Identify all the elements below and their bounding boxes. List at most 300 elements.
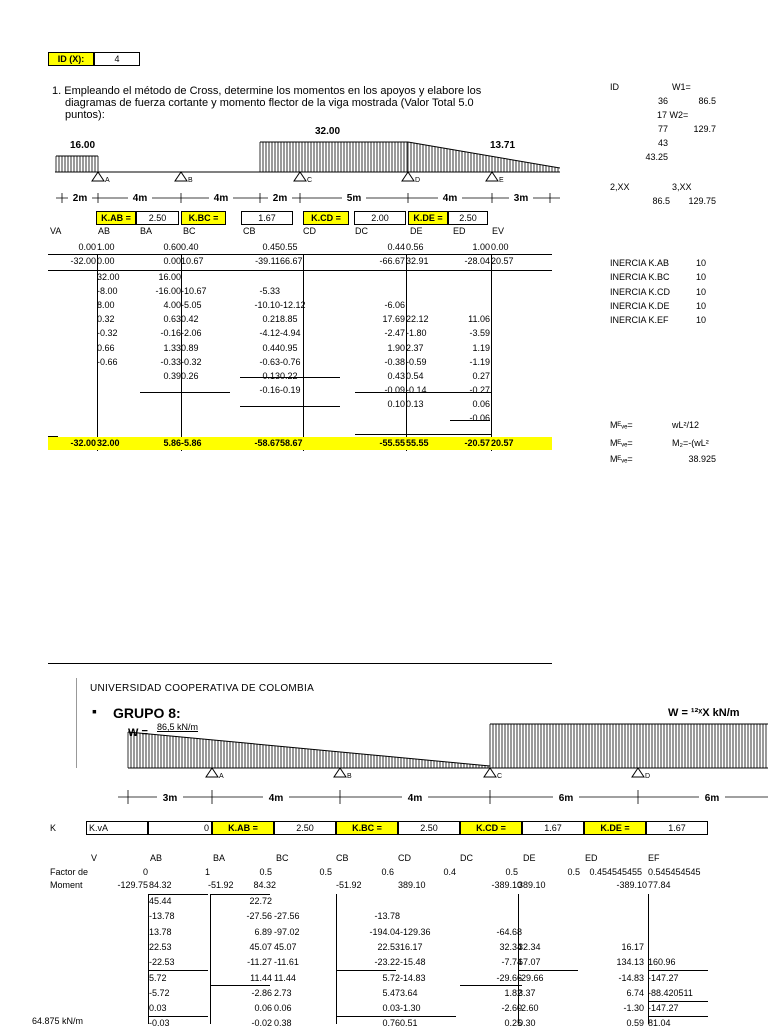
span-dim-2: 4m [213, 193, 229, 204]
bottom-iteration-cell: 11.44 [274, 972, 296, 983]
iteration-cell: 1.90 [387, 342, 405, 353]
bottom-col-header-ef: EF [648, 853, 660, 863]
iteration-cell: 0.43 [387, 370, 405, 381]
iteration-cell: 0.39 [163, 370, 181, 381]
bottom-iteration-cell: 45.07 [274, 941, 297, 952]
moment-cell: -28.04 [464, 256, 490, 266]
iteration-cell: 2.37 [406, 342, 424, 353]
iteration-cell: -0.66 [97, 356, 118, 367]
iteration-cell: 0.13 [262, 370, 280, 381]
bottom-iteration-cell: -13.78 [149, 911, 175, 922]
bottom-table-rule [148, 894, 208, 895]
iteration-cell: -0.32 [181, 356, 202, 367]
table-rule [355, 434, 492, 435]
moment-cell: 32.91 [406, 256, 429, 266]
bottom-moment-cell: 389.10 [518, 880, 546, 890]
bottom-iteration-cell: 67.07 [518, 957, 541, 968]
span-dim-5: 4m [442, 193, 458, 204]
k-de-value[interactable]: 2.50 [448, 211, 488, 225]
col-header-dc: DC [355, 226, 368, 236]
bottom-iteration-cell: 0.06 [254, 1003, 272, 1014]
bottom-table-divider [210, 894, 211, 1024]
bottom-iteration-cell: -1.30 [623, 1003, 644, 1014]
bottom-moment-cell: 389.10 [398, 880, 426, 890]
factor-cell: 1.00 [472, 242, 490, 252]
bottom-iteration-cell: -64.68 [496, 926, 522, 937]
inercia-label: INERCIA K.DE [610, 300, 670, 311]
bottom-col-header-ed: ED [585, 853, 598, 863]
bottom-col-header-ba: BA [213, 853, 226, 863]
side-xx3: 3,XX [672, 182, 692, 192]
support-bottom-b [334, 768, 352, 780]
bottom-iteration-cell: 1.82 [504, 987, 522, 998]
university-title: UNIVERSIDAD COOPERATIVA DE COLOMBIA [90, 683, 315, 694]
load-block-right [408, 142, 560, 172]
bottom-moment-cell: -389.10 [491, 880, 522, 890]
bottom-table-divider [148, 894, 149, 1024]
bottom-iteration-cell: -2.86 [251, 987, 272, 998]
bottom-iteration-cell: -23.22 [374, 957, 400, 968]
bottom-iteration-cell: -147.27 [648, 972, 679, 983]
factor-label: Factor de [50, 867, 89, 877]
col-header-cb: CB [243, 226, 256, 236]
moment-cell: -66.67 [379, 256, 405, 266]
side-m2-value: M₂=-(wL² [672, 438, 709, 448]
k-cd-label: K.CD = [303, 211, 349, 225]
bottom-iteration-cell: 0.51 [400, 1018, 418, 1029]
k-ab-value-bottom[interactable]: 2.50 [274, 821, 336, 835]
final-cell: 58.67 [280, 438, 303, 448]
iteration-cell: -12.12 [280, 300, 306, 311]
col-header-ab: AB [98, 226, 111, 236]
bottom-col-header-ab: AB [150, 853, 163, 863]
inercia-label: INERCIA K.EF [610, 315, 669, 326]
span-dim-4: 5m [346, 193, 362, 204]
iteration-cell: -0.38 [384, 356, 405, 367]
k-label-bottom: K [50, 823, 57, 833]
bottom-table-rule [336, 970, 396, 971]
table-rule [140, 392, 230, 393]
bottom-factor-cell: 0.545454545 [648, 867, 701, 877]
bottom-iteration-cell: -22.53 [149, 957, 175, 968]
side-w1-label: W1= [672, 82, 691, 92]
side-r1b: 86.5 [698, 96, 716, 106]
moment-cell: 20.57 [491, 256, 514, 266]
support-b [175, 172, 193, 184]
k-ab-value[interactable]: 2.50 [136, 211, 179, 225]
side-r3b: 129.7 [693, 124, 716, 134]
side-r5: 43.25 [645, 152, 668, 162]
span-dim-0: 2m [72, 193, 88, 204]
side-m3-label: Mᴱᵥₑ= [610, 454, 633, 464]
bottom-table-rule [648, 1016, 708, 1017]
bottom-iteration-cell: 0.25 [504, 1018, 522, 1029]
support-bottom-a [206, 768, 224, 780]
iteration-cell: -8.00 [97, 286, 118, 297]
support-a [92, 172, 110, 184]
moment-cell: -32.00 [70, 256, 96, 266]
bottom-table-rule [210, 894, 270, 895]
inercia-value: 10 [695, 300, 706, 311]
iteration-cell: -0.27 [469, 384, 490, 395]
bottom-moment-cell: -51.92 [208, 880, 234, 890]
span-dim-bottom-3: 6m [558, 793, 574, 804]
iteration-cell: 0.10 [387, 398, 405, 409]
bottom-iteration-cell: 160.96 [648, 957, 676, 968]
iteration-cell: 0.13 [406, 398, 424, 409]
bottom-iteration-cell: -129.36 [400, 926, 431, 937]
bottom-table-rule [336, 1016, 456, 1017]
side-xx3v: 129.75 [688, 196, 716, 206]
cross-table-top [0, 226, 560, 456]
iteration-cell: -5.05 [181, 300, 202, 311]
iteration-cell: -0.19 [280, 384, 301, 395]
bottom-col-header-de: DE [523, 853, 536, 863]
table-divider [181, 255, 182, 451]
span-dim-bottom-2: 4m [407, 793, 423, 804]
group-bullet: ▪ [92, 703, 97, 719]
iteration-cell: 8.85 [280, 314, 298, 325]
table-rule [240, 406, 340, 407]
moment-cell: 66.67 [280, 256, 303, 266]
bottom-col-header-v: V [91, 853, 98, 863]
table-rule [450, 420, 490, 421]
left-note: 64.875 kN/m [32, 1016, 84, 1026]
side-m1-value: wL²/12 [672, 420, 700, 430]
bottom-moment-cell: 77.84 [648, 880, 671, 890]
bottom-iteration-cell: -15.48 [400, 957, 426, 968]
id-value-box[interactable]: 4 [94, 52, 140, 66]
col-header-cd: CD [303, 226, 316, 236]
iteration-cell: -10.67 [181, 286, 207, 297]
bottom-iteration-cell: 6.74 [626, 987, 644, 998]
bottom-iteration-cell: -13.78 [374, 911, 400, 922]
iteration-cell: -6.06 [384, 300, 405, 311]
iteration-cell: 32.00 [97, 272, 120, 282]
bottom-factor-cell: 0.4 [443, 867, 456, 877]
load-block-right-bottom [490, 724, 768, 768]
support-d [402, 172, 420, 184]
iteration-cell: 8.00 [97, 300, 115, 311]
k-cd-value-bottom[interactable]: 1.67 [522, 821, 584, 835]
table-rule [240, 377, 340, 378]
factor-cell: 0.00 [491, 242, 509, 252]
bottom-table-rule [648, 1001, 708, 1002]
support-bottom-a-label: A [219, 773, 224, 780]
k-bc-value-bottom[interactable]: 2.50 [398, 821, 460, 835]
bottom-iteration-cell: 16.17 [400, 941, 423, 952]
iteration-cell: -0.63 [259, 356, 280, 367]
support-bottom-d-label: D [645, 773, 651, 780]
iteration-cell: 11.06 [468, 314, 490, 325]
table-rule [48, 270, 552, 271]
k-cd-value[interactable]: 2.00 [354, 211, 406, 225]
support-a-label: A [105, 177, 110, 184]
w-left-value: 86,5 kN/m [157, 722, 199, 732]
iteration-cell: 0.63 [163, 314, 181, 325]
support-bottom-b-label: B [347, 773, 352, 780]
load-block-mid [260, 142, 408, 172]
bottom-factor-cell: 0.454545455 [589, 867, 642, 877]
iteration-cell: -0.09 [384, 384, 405, 395]
iteration-cell: -0.59 [406, 356, 427, 367]
bottom-iteration-cell: 3.37 [518, 987, 536, 998]
side-panel [608, 82, 768, 472]
bottom-iteration-cell: -7.74 [501, 957, 522, 968]
bottom-iteration-cell: 22.53 [377, 941, 400, 952]
bottom-table-rule [148, 970, 208, 971]
bottom-iteration-cell: 45.44 [149, 896, 172, 906]
bottom-iteration-cell: 3.64 [400, 987, 418, 998]
iteration-cell: 0.54 [406, 370, 424, 381]
iteration-cell: -4.12 [259, 328, 280, 339]
support-bottom-c [484, 768, 502, 780]
iteration-cell: -5.33 [259, 286, 280, 297]
bottom-iteration-cell: 2.73 [274, 987, 292, 998]
problem-line-1: 1. Empleando el método de Cross, determine los momentos en los apoyos y elabore los [52, 85, 482, 97]
side-m1-label: Mᴱᵥₑ= [610, 420, 633, 430]
id-label-box: ID (X): [48, 52, 94, 66]
iteration-cell: -0.32 [97, 328, 118, 339]
k-cd-label-bottom: K.CD = [460, 821, 522, 835]
support-bottom-d [632, 768, 650, 780]
bottom-iteration-cell: 0.03 [382, 1003, 400, 1014]
bottom-col-header-dc: DC [460, 853, 473, 863]
k-bc-label-bottom: K.BC = [336, 821, 398, 835]
iteration-cell: 0.95 [280, 342, 298, 353]
bottom-iteration-cell: -14.83 [618, 972, 644, 983]
iteration-cell: 0.06 [472, 398, 490, 409]
bottom-iteration-cell: 5.72 [382, 972, 400, 983]
iteration-cell: 22.12 [406, 314, 429, 325]
bottom-factor-cell: 0 [142, 867, 148, 877]
k-row-top [96, 211, 496, 225]
final-cell: -20.57 [464, 438, 490, 448]
table-divider [97, 255, 98, 451]
iteration-cell: 0.66 [97, 342, 115, 353]
bottom-iteration-cell: -0.02 [251, 1018, 272, 1029]
iteration-cell: 0.44 [262, 342, 280, 353]
side-r3a: 77 [657, 124, 668, 134]
bottom-iteration-cell: 0.59 [626, 1018, 644, 1029]
iteration-cell: -4.94 [280, 328, 301, 339]
table-rule [48, 663, 552, 664]
side-r4: 43 [657, 138, 668, 148]
side-xx2: 2,XX [610, 182, 630, 192]
bottom-table-rule [460, 985, 522, 986]
final-cell: 55.55 [406, 438, 429, 448]
side-m3-value: 38.925 [688, 454, 716, 464]
col-header-va: VA [50, 226, 62, 236]
problem-statement [52, 85, 481, 121]
iteration-cell: -0.16 [259, 384, 280, 395]
k-ab-label: K.AB = [96, 211, 136, 225]
bottom-table-divider [648, 894, 649, 1024]
bottom-iteration-cell: -27.56 [274, 911, 300, 922]
iteration-cell: -1.19 [469, 356, 490, 367]
bottom-iteration-cell: 5.47 [382, 987, 400, 998]
bottom-factor-cell: 0.5 [319, 867, 332, 877]
bottom-iteration-cell: -194.04 [369, 926, 400, 937]
bottom-iteration-cell: -147.27 [648, 1003, 679, 1014]
factor-cell: 0.45 [262, 242, 280, 252]
bottom-iteration-cell: -11.61 [274, 957, 299, 968]
span-dim-3: 2m [272, 193, 288, 204]
col-header-de: DE [410, 226, 423, 236]
moment-cell: 0.00 [163, 256, 181, 266]
bottom-factor-cell: 0.6 [381, 867, 394, 877]
factor-cell: 1.00 [97, 242, 115, 252]
iteration-cell: -0.14 [406, 384, 427, 395]
bottom-iteration-cell: 22.72 [249, 896, 272, 906]
iteration-cell: 1.33 [163, 342, 181, 353]
iteration-cell: -16.00 [155, 286, 181, 297]
bottom-iteration-cell: -0.03 [149, 1018, 170, 1029]
side-m2-label: Mᴱᵥₑ= [610, 438, 633, 448]
iteration-cell: 1.19 [472, 342, 490, 353]
bottom-table-rule [518, 970, 578, 971]
inercia-label: INERCIA K.BC [610, 272, 670, 283]
final-cell: -5.86 [181, 438, 202, 448]
col-header-ba: BA [140, 226, 153, 236]
factor-cell: 0.40 [181, 242, 199, 252]
table-rule [48, 254, 552, 255]
problem-line-2: diagramas de fuerza cortante y momento flector de la viga mostrada (Valor Total 5.0 [65, 97, 474, 109]
kva-label: K.vA [86, 821, 148, 835]
bottom-iteration-cell: 45.07 [249, 941, 272, 952]
group-title: GRUPO 8: [113, 705, 181, 721]
bottom-iteration-cell: -88.420511 [648, 987, 693, 998]
k-ab-label-bottom: K.AB = [212, 821, 274, 835]
iteration-cell: 0.32 [97, 314, 115, 325]
load-label-mid: 32.00 [315, 126, 341, 137]
bottom-iteration-cell: 81.04 [648, 1018, 671, 1029]
cross-table-bottom [0, 850, 768, 1029]
bottom-iteration-cell: -2.60 [518, 1003, 539, 1014]
k-bc-label: K.BC = [181, 211, 226, 225]
factor-cell: 0.56 [406, 242, 424, 252]
table-divider [303, 255, 304, 451]
iteration-cell: -1.80 [406, 328, 427, 339]
bottom-table-rule [210, 985, 270, 986]
iteration-cell: -3.59 [469, 328, 490, 339]
iteration-cell: -0.33 [160, 356, 181, 367]
iteration-cell: -10.10 [254, 300, 280, 311]
bottom-moment-cell: -51.92 [336, 880, 362, 890]
bottom-iteration-cell: -27.56 [246, 911, 272, 922]
side-r1a: 36 [657, 96, 668, 106]
factor-cell: 0.55 [280, 242, 298, 252]
support-bottom-c-label: C [497, 773, 503, 780]
w-right-label: W = ¹²ˣX kN/m [668, 707, 740, 719]
bottom-table-divider [336, 894, 337, 1024]
iteration-cell: -0.06 [469, 413, 490, 423]
iteration-cell: -0.16 [160, 328, 181, 339]
bottom-factor-cell: 0.5 [505, 867, 518, 877]
bottom-iteration-cell: 0.03 [149, 1003, 167, 1014]
bottom-factor-cell: 1 [204, 867, 210, 877]
support-c-label: C [307, 177, 313, 184]
bottom-iteration-cell: 16.17 [621, 941, 644, 952]
col-header-bc: BC [183, 226, 196, 236]
iteration-cell: 17.69 [382, 314, 405, 325]
bottom-factor-cell: 0.5 [567, 867, 580, 877]
iteration-cell: 0.89 [181, 342, 199, 353]
inercia-value: 10 [695, 286, 706, 297]
iteration-cell: 16.00 [158, 272, 181, 282]
support-b-label: B [188, 177, 193, 184]
k-bc-value[interactable]: 1.67 [241, 211, 293, 225]
k-de-label-bottom: K.DE = [584, 821, 646, 835]
bottom-iteration-cell: -2.60 [501, 1003, 522, 1014]
bottom-col-header-cb: CB [336, 853, 349, 863]
side-r2: 17 W2= [657, 110, 689, 120]
col-header-ed: ED [453, 226, 466, 236]
beam-diagram-top [40, 120, 560, 215]
problem-line-3: puntos): [65, 109, 105, 121]
bottom-iteration-cell: -14.83 [400, 972, 426, 983]
bottom-iteration-cell: 11.44 [250, 972, 272, 983]
iteration-cell: 0.27 [472, 370, 490, 381]
bottom-iteration-cell: 0.06 [274, 1003, 292, 1014]
beam-diagram-bottom [100, 720, 768, 810]
bottom-factor-cell: 0.5 [259, 867, 272, 877]
load-label-right: 13.71 [490, 140, 516, 151]
final-cell: -58.67 [254, 438, 280, 448]
inercia-label: INERCIA K.CD [610, 286, 671, 297]
iteration-cell: 4.00 [163, 300, 181, 311]
bottom-iteration-cell: 13.78 [149, 926, 172, 937]
bottom-iteration-cell: -11.27 [247, 957, 272, 968]
bottom-iteration-cell: 0.38 [274, 1018, 292, 1029]
iteration-cell: -2.06 [181, 328, 202, 339]
bottom-table-rule [148, 1016, 208, 1017]
span-dim-bottom-0: 3m [162, 793, 178, 804]
bottom-iteration-cell: -97.02 [274, 926, 300, 937]
factor-cell: 0.00 [78, 242, 96, 252]
bottom-iteration-cell: 0.30 [518, 1018, 536, 1029]
span-dim-6: 3m [513, 193, 529, 204]
bottom-col-header-cd: CD [398, 853, 411, 863]
span-dim-1: 4m [132, 193, 148, 204]
bottom-moment-cell: 84.32 [253, 880, 276, 890]
final-cell: -32.00 [70, 438, 96, 448]
bottom-iteration-cell: -1.30 [400, 1003, 421, 1014]
inercia-value: 10 [695, 315, 706, 326]
bottom-iteration-cell: 32.34 [518, 941, 541, 952]
load-block-left-bottom [128, 732, 490, 768]
k-de-value-bottom[interactable]: 1.67 [646, 821, 708, 835]
col-header-ev: EV [492, 226, 505, 236]
load-block-left [56, 156, 98, 172]
bottom-iteration-cell: 22.53 [149, 941, 172, 952]
kva-value[interactable]: 0 [148, 821, 212, 835]
bottom-iteration-cell: -29.66 [518, 972, 544, 983]
final-cell: 20.57 [491, 438, 514, 448]
bottom-col-header-bc: BC [276, 853, 289, 863]
final-cell: 32.00 [97, 438, 120, 448]
bottom-iteration-cell: -5.72 [149, 987, 170, 998]
bottom-moment-cell: 84.32 [149, 880, 172, 890]
final-cell: 5.86 [163, 438, 181, 448]
iteration-cell: 0.22 [280, 370, 298, 381]
support-e-label: E [499, 177, 504, 184]
span-dim-bottom-1: 4m [268, 793, 284, 804]
bottom-iteration-cell: 32.34 [499, 941, 522, 952]
bottom-moment-cell: -389.10 [616, 880, 647, 890]
bottom-iteration-cell: 6.89 [254, 926, 272, 937]
final-cell: -55.55 [379, 438, 405, 448]
